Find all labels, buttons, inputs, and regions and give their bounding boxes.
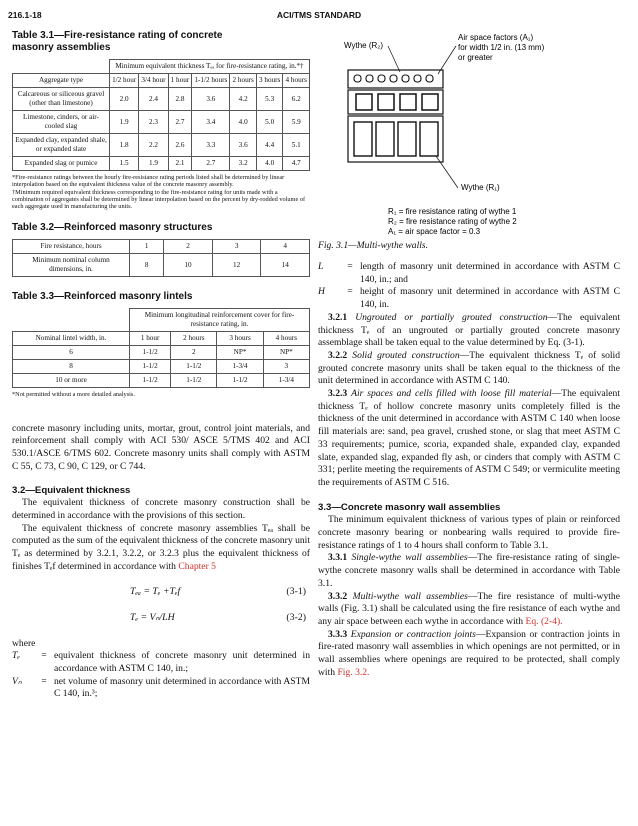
table-row: Limestone, cinders, or air-cooled slag 1.9 2.3 2.7 3.4 4.0 5.0 5.9 [13, 111, 310, 134]
paragraph: 3.2.3 Air spaces and cells filled with loose fill material—The equivalent thickness Tₑ of hollow concrete masonry units completely filled is the thickness of the unit determined in accordance with ASTM C 140 when loose fill materials are: sand, pea gravel, crushed stone, or slag that meet ASTM C 33 requirements; pumice, scoria, expanded shale, expanded clay, expanded slate, expanded slag, expanded fly ash, or cinders that comply with ASTM C 331; perlite meeting the requirements of ASTM C 549; or vermiculite meeting the requirements of ASTM C 516. [318, 388, 620, 488]
chapter-5-link[interactable]: Chapter 5 [178, 560, 216, 572]
table-row: Calcareous or siliceous gravel (other than limestone) 2.0 2.4 2.8 3.6 4.2 5.3 6.2 [13, 88, 310, 111]
svg-text:for width 1/2 in. (13 mm): for width 1/2 in. (13 mm) [458, 43, 545, 52]
table-3-2 [12, 239, 310, 277]
eq-2-4-link[interactable]: Eq. (2-4). [525, 615, 563, 627]
footnote: †Minimum required equivalent thickness corresponding to the fire-resistance rating for units made with a combination of aggregates shall be determined by linear interpolation based on the percent by dry-rodded volume of each aggregate used in manufacturing the units. [12, 188, 306, 211]
paragraph: The minimum equivalent thickness of various types of plain or reinforced concrete masonry bearing or nonbearing walls required to provide fire-resistance ratings of 1 to 4 hours shall conform to Table 3.1. [318, 514, 620, 551]
hour-header: 3 hours [256, 74, 283, 88]
aggregate-type-header: Aggregate type [13, 74, 110, 88]
paragraph: 3.3.2 Multi-wythe wall assemblies—The fire resistance of multi-wythe walls (Fig. 3.1) shall be calculated using the fire resistance of each wythe and any air space between each wythe in accordance with Eq. (2-4). [318, 590, 620, 627]
table-row: Expanded clay, expanded shale, or expanded slate 1.8 2.2 2.6 3.3 3.6 4.4 5.1 [13, 134, 310, 157]
definition-h: H = height of masonry unit determined in accordance with ASTM C 140, in. [318, 286, 620, 311]
hour-header: 4 hours [283, 74, 310, 88]
figure-caption: Fig. 3.1—Multi-wythe walls. [318, 240, 429, 251]
table-3-3-span-header: Minimum longitudinal reinforcement cover for fire-resistance rating, in. [130, 309, 310, 332]
hour-header: 3/4 hour [139, 74, 168, 88]
table-3-1-footnotes [12, 174, 310, 210]
wythe-1-label: Wythe (R₁) [461, 183, 500, 192]
table-row: 10 or more 1-1/2 1-1/2 1-1/2 1-3/4 [13, 374, 310, 388]
section-heading: 3.2—Equivalent thickness [12, 484, 131, 496]
definition-vn: Vₙ = net volume of masonry unit determined in accordance with ASTM C 140, in.³; [12, 675, 310, 700]
table-3-3-footnote: *Not permitted without a more detailed analysis. [12, 391, 135, 399]
svg-text:Air space factors (A₁): Air space factors (A₁) [458, 33, 534, 42]
page-number: 216.1-18 [8, 10, 42, 20]
hour-header: 1/2 hour [110, 74, 139, 88]
table-row: 6 1-1/2 2 NP* NP* [13, 346, 310, 360]
paragraph: The equivalent thickness of concrete masonry construction shall be determined in accordance with the provisions of this section. [12, 497, 310, 521]
paragraph: 3.3.1 Single-wythe wall assemblies—The fire-resistance rating of single-wythe concrete masonry walls shall be determined in accordance with Table 3.1. [318, 552, 620, 589]
table-3-3 [12, 308, 310, 388]
right-column [318, 30, 620, 680]
figure-3-1 [318, 30, 620, 240]
paragraph: 3.2.1 Ungrouted or partially grouted construction—The equivalent thickness Tₑ of an ungrouted or partially grouted concrete masonry assemblage shall be taken equal to the value determined by Eq. (3-1). [318, 311, 620, 349]
table-3-1-span-header: Minimum equivalent thickness Tₑₐ for fire-resistance rating, in.*† [110, 60, 310, 74]
table-3-1-title: Table 3.1—Fire-resistance rating of concrete masonry assemblies [12, 30, 223, 53]
equation-3-1: Tₑₐ = Tₑ +Tₑf (3-1) [130, 585, 306, 597]
table-row: 8 1-1/2 1-1/2 1-3/4 3 [13, 360, 310, 374]
multi-wythe-wall-diagram [318, 30, 620, 240]
hour-header: 2 hours [230, 74, 257, 88]
svg-text:R₁ = fire resistance rating of: R₁ = fire resistance rating of wythe 1 [388, 207, 517, 216]
header-title: ACI/TMS STANDARD [276, 10, 362, 20]
paragraph: 3.3.3 Expansion or contraction joints—Expansion or contraction joints in fire-rated masonry wall assemblies in which openings are not permitted, or in wall assemblies where openings are required to be protected, shall comply with Fig. 3.2. [318, 628, 620, 678]
right-body [318, 261, 620, 680]
definition-te: Tₑ = equivalent thickness of concrete masonry unit determined in accordance with ASTM C 140, in.; [12, 650, 310, 674]
footnote: *Fire-resistance ratings between the hourly fire-resistance rating periods listed shall be determined by linear interpolation based on the equivalent thickness value of the concrete masonry assembly. [12, 174, 285, 189]
left-body [12, 423, 310, 701]
table-3-3-title: Table 3.3—Reinforced masonry lintels [12, 291, 193, 303]
table-row: Expanded slag or pumice 1.5 1.9 2.1 2.7 3.2 4.0 4.7 [13, 157, 310, 171]
svg-text:or greater: or greater [458, 53, 493, 62]
hour-header: 1-1/2 hours [192, 74, 230, 88]
table-3-1 [12, 59, 310, 171]
wythe-2-label: Wythe (R₂) [344, 41, 384, 50]
hour-header: 1 hour [168, 74, 192, 88]
svg-text:A₁ = air space factor = 0.3: A₁ = air space factor = 0.3 [388, 227, 481, 236]
section-heading: 3.3—Concrete masonry wall assemblies [318, 501, 501, 513]
fig-3-2-link[interactable]: Fig. 3.2. [337, 666, 370, 678]
table-row: Fire resistance, hours 1 2 3 4 [13, 240, 310, 254]
svg-text:R₂ = fire resistance rating of: R₂ = fire resistance rating of wythe 2 [388, 217, 517, 226]
paragraph: The equivalent thickness of concrete masonry assemblies Tₑₐ shall be computed as the sum of the equivalent thickness of the concrete masonry unit Tₑ as determined by 3.2.1, 3.2.2, or 3.2.3 plus the equivalent thickness of finishes Tₑf determined in accordance with Chapter 5 [12, 522, 310, 572]
left-column [12, 30, 310, 701]
paragraph: concrete masonry including units, mortar, grout, control joint materials, and reinforcement shall comply with ACI 530/ ASCE 5/TMS 402 and ACI 530.1/ASCE 6/TMS 602. Concrete masonry units shall comply with ASTM C 55, C 73, C 90, C 129, or C 744. [12, 422, 310, 472]
equation-3-2: Tₑ = Vₙ/LH (3-2) [130, 611, 306, 623]
where-label: where [12, 637, 36, 649]
table-row: Minimum nominal column dimensions, in. 8 10 12 14 [13, 254, 310, 277]
definition-l: L = length of masonry unit determined in accordance with ASTM C 140, in.; and [318, 261, 620, 285]
paragraph: 3.2.2 Solid grouted construction—The equivalent thickness Tₑ of solid grouted concrete masonry units shall be taken equal to the thickness of the unit determined in accordance with ASTM C 140. [318, 349, 620, 387]
running-header [8, 10, 630, 20]
table-row: Nominal lintel width, in. 1 hour 2 hours 3 hours 4 hours [13, 332, 310, 346]
table-3-2-title: Table 3.2—Reinforced masonry structures [12, 222, 213, 234]
